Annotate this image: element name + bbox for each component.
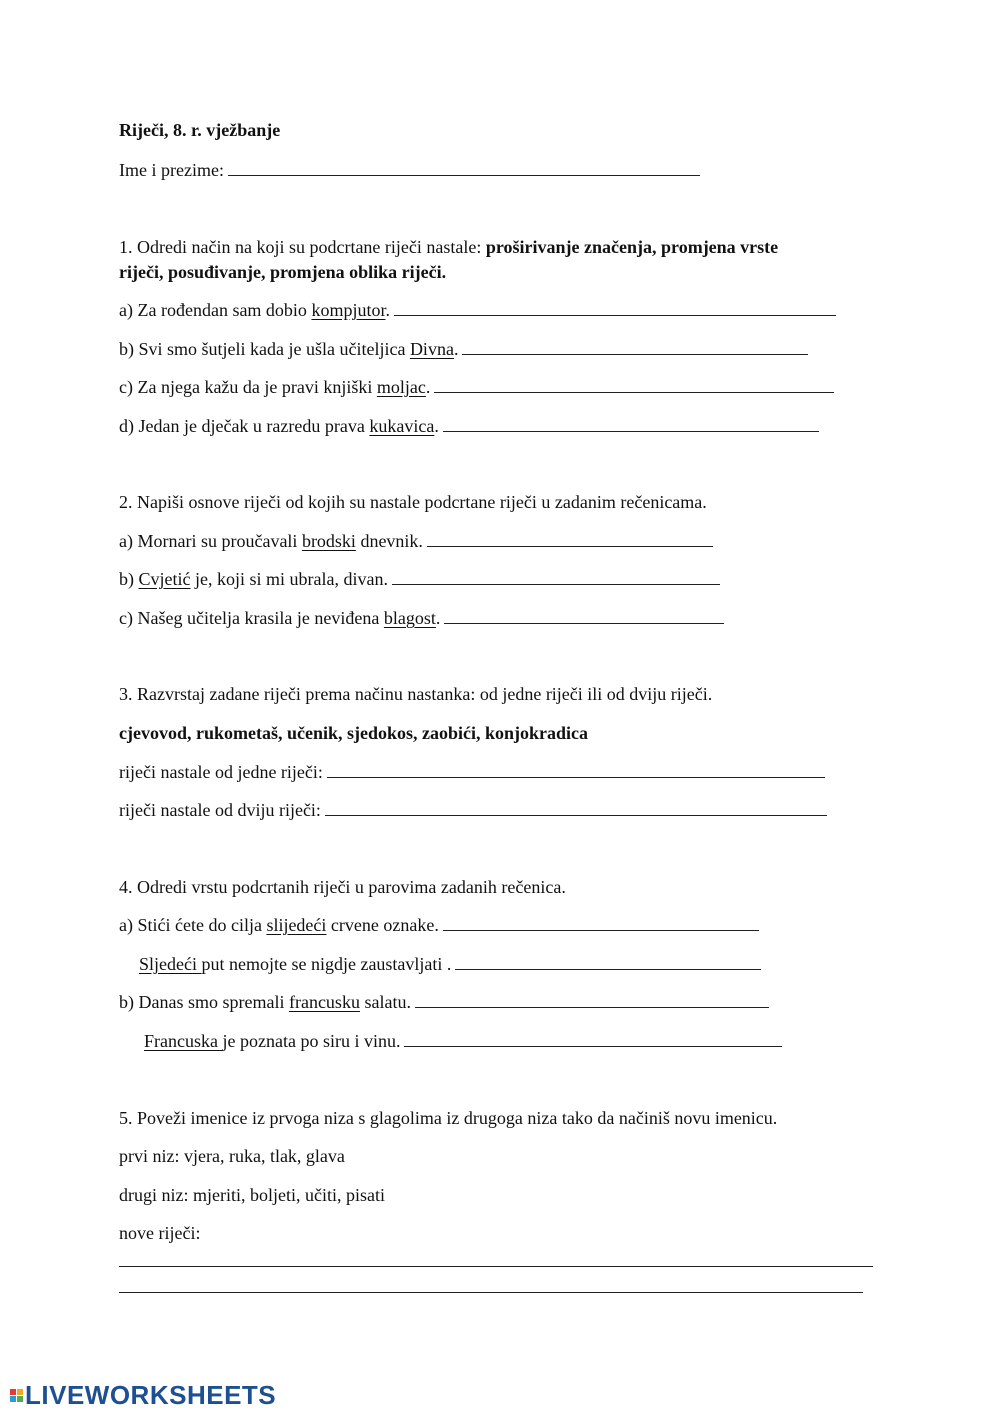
q4-item-a2 [139, 953, 761, 975]
q2a-post: dnevnik. [355, 531, 423, 551]
name-input-line[interactable] [228, 159, 700, 176]
q1d-post: . [434, 416, 439, 436]
logo-cube-4 [17, 1396, 23, 1402]
q1a-post: . [385, 300, 390, 320]
q2-item-a [119, 530, 713, 552]
name-row [119, 159, 700, 181]
liveworksheets-logo [10, 1379, 277, 1410]
q3-two-word-label: riječi nastale od dviju riječi: [119, 800, 321, 820]
q2b-pre: b) [119, 569, 139, 589]
q4b1-pre: b) Danas smo spremali [119, 992, 289, 1012]
q3-intro: 3. Razvrstaj zadane riječi prema načinu nastanka: od jedne riječi ili od dviju riječi. [119, 684, 713, 704]
q4a1-pre: a) Stići ćete do cilja [119, 915, 267, 935]
q4a2-answer-line[interactable] [455, 953, 761, 970]
q1-intro-text: 1. Odredi način na koji su podcrtane riječi nastale: [119, 237, 486, 257]
name-label: Ime i prezime: [119, 160, 224, 180]
q1b-answer-line[interactable] [462, 338, 808, 355]
q1a-pre: a) Za rođendan sam dobio [119, 300, 312, 320]
q4b1-underlined-word: francusku [288, 992, 360, 1012]
q4b1-answer-line[interactable] [415, 991, 769, 1008]
q2a-underlined-word: brodski [301, 531, 356, 551]
q4a2-post: put nemojte se nigdje zaustavljati . [201, 954, 452, 974]
q4-item-a1 [119, 914, 759, 936]
q2c-underlined-word: blagost [383, 608, 436, 628]
q1c-answer-line[interactable] [434, 376, 834, 393]
q1-item-d [119, 415, 819, 437]
logo-text: LIVEWORKSHEETS [25, 1379, 277, 1410]
q3-two-word-answer-line[interactable] [325, 799, 827, 816]
q4a1-answer-line[interactable] [443, 914, 759, 931]
q2a-answer-line[interactable] [427, 530, 713, 547]
q1-item-c [119, 376, 834, 398]
q3-one-word-answer-line[interactable] [327, 761, 825, 778]
q3-word-list: cjevovod, rukometaš, učenik, sjedokos, zaobići, konjokradica [119, 723, 589, 743]
logo-cube-1 [10, 1389, 16, 1395]
q4b2-underlined-word: Francuska [144, 1031, 223, 1051]
q5-intro: 5. Poveži imenice iz prvoga niza s glagolima iz drugoga niza tako da načiniš novu imenicu. [119, 1108, 778, 1128]
q4-item-b2 [144, 1030, 782, 1052]
q4b1-post: salatu. [359, 992, 411, 1012]
logo-cube-3 [10, 1396, 16, 1402]
q5-second-row: drugi niz: mjeriti, boljeti, učiti, pisati [119, 1185, 385, 1205]
q3-one-word-label: riječi nastale od jedne riječi: [119, 762, 323, 782]
worksheet-title: Riječi, 8. r. vježbanje [119, 120, 281, 140]
q2b-post: je, koji si mi ubrala, divan. [190, 569, 388, 589]
q4b2-answer-line[interactable] [404, 1030, 782, 1047]
q5-answer-line-1[interactable] [119, 1266, 873, 1267]
q2c-pre: c) Našeg učitelja krasila je neviđena [119, 608, 384, 628]
q2-item-c [119, 607, 724, 629]
q1a-underlined-word: kompjutor [311, 300, 386, 320]
q2-item-b [119, 568, 720, 590]
q2-intro: 2. Napiši osnove riječi od kojih su nastale podcrtane riječi u zadanim rečenicama. [119, 492, 707, 512]
logo-cube-2 [17, 1389, 23, 1395]
q5-new-words-label: nove riječi: [119, 1223, 201, 1243]
logo-cubes-icon [10, 1389, 23, 1402]
q1b-post: . [453, 339, 459, 359]
q1b-underlined-word: Divna [409, 339, 454, 359]
q1c-pre: c) Za njega kažu da je pravi knjiški [119, 377, 377, 397]
q1-options: proširivanje značenja, promjena vrste [485, 237, 779, 257]
q1d-answer-line[interactable] [443, 415, 819, 432]
q2b-answer-line[interactable] [392, 568, 720, 585]
q1-item-b [119, 338, 808, 360]
q2c-answer-line[interactable] [444, 607, 724, 624]
q3-one-word-row [119, 761, 825, 783]
q3-two-word-row [119, 799, 827, 821]
q1c-underlined-word: moljac [376, 377, 426, 397]
q4a1-underlined-word: slijedeći [266, 915, 327, 935]
q1a-answer-line[interactable] [394, 299, 836, 316]
q2c-post: . [435, 608, 441, 628]
q1b-pre: b) Svi smo šutjeli kada je ušla učiteljica [119, 339, 410, 359]
q1-options-cont: riječi, posuđivanje, promjena oblika riječi. [119, 262, 447, 282]
q1-intro [119, 236, 778, 258]
q2b-underlined-word: Cvjetić [138, 569, 191, 589]
q4-item-b1 [119, 991, 769, 1013]
q1d-pre: d) Jedan je dječak u razredu prava [119, 416, 370, 436]
q2a-pre: a) Mornari su proučavali [119, 531, 302, 551]
q4-intro: 4. Odredi vrstu podcrtanih riječi u parovima zadanih rečenica. [119, 877, 566, 897]
q1-item-a [119, 299, 836, 321]
q4a1-post: crvene oznake. [326, 915, 439, 935]
q5-first-row: prvi niz: vjera, ruka, tlak, glava [119, 1146, 345, 1166]
q5-answer-line-2[interactable] [119, 1292, 863, 1293]
q1c-post: . [425, 377, 431, 397]
q4b2-post: je poznata po siru i vinu. [222, 1031, 401, 1051]
q4a2-underlined-word: Sljedeći [139, 954, 202, 974]
q1d-underlined-word: kukavica [369, 416, 435, 436]
